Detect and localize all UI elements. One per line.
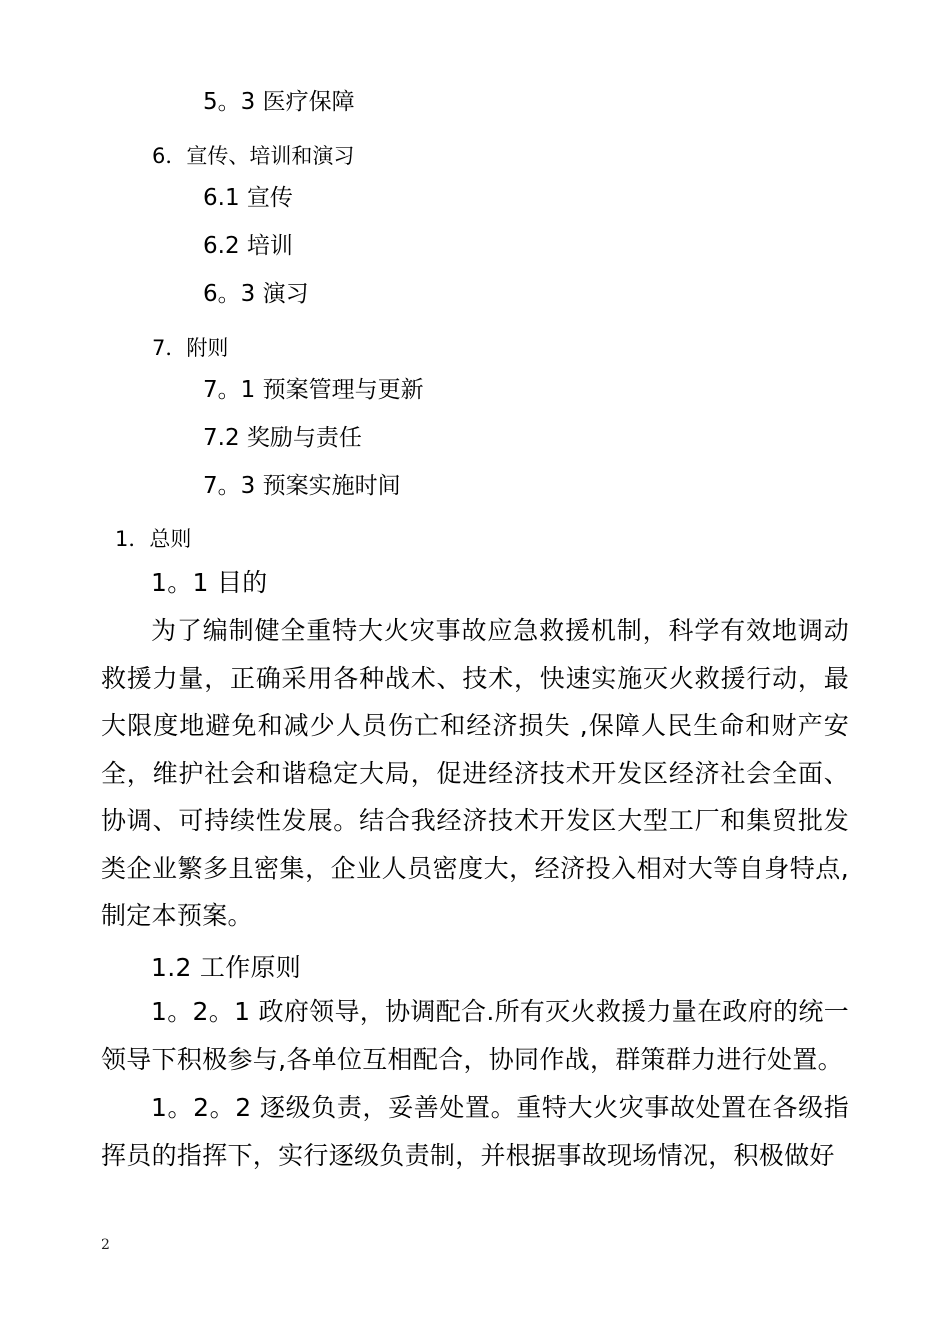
toc-item-7-2: 7.2 奖励与责任 xyxy=(203,425,362,451)
page-number: 2 xyxy=(101,1237,110,1253)
paragraph-purpose: 为了编制健全重特大火灾事故应急救援机制，科学有效地调动救援力量，正确采用各种战术、技术，快速实施灭火救援行动，最大限度地避免和减少人员伤亡和经济损失 ,保障人民生命和财产安全，维护社会和谐稳定大局，促进经济技术开发区经济社会全面、协调、可持续性发展。结合我经济技术开发区大型工厂和集贸批发类企业繁多且密集，企业人员密度大，经济投入相对大等自身特点,制定本预案。 xyxy=(101,616,849,930)
paragraph-principle-1: 1。2。1 政府领导，协调配合.所有灭火救援力量在政府的统一领导下积极参与,各单位互相配合，协同作战，群策群力进行处置。 xyxy=(101,997,849,1074)
subsection-heading-principles: 1.2 工作原则 xyxy=(151,953,302,982)
toc-item-6-1: 6.1 宣传 xyxy=(203,185,293,211)
subsection-heading-purpose: 1。1 目的 xyxy=(151,568,268,597)
toc-item-6-2: 6.2 培训 xyxy=(203,233,293,259)
toc-item-7: 7．附则 xyxy=(152,336,229,360)
toc-item-6: 6．宣传、培训和演习 xyxy=(152,144,355,168)
paragraph-principle-2: 1。2。2 逐级负责，妥善处置。重特大火灾事故处置在各级指挥员的指挥下，实行逐级负责制，并根据事故现场情况，积极做好 xyxy=(101,1093,849,1170)
toc-item-7-1: 7。1 预案管理与更新 xyxy=(203,377,424,403)
toc-item-7-3: 7。3 预案实施时间 xyxy=(203,473,401,499)
toc-item-5-3: 5。3 医疗保障 xyxy=(203,89,355,115)
toc-item-6-3: 6。3 演习 xyxy=(203,281,309,307)
section-heading-general: 1．总则 xyxy=(115,527,192,551)
